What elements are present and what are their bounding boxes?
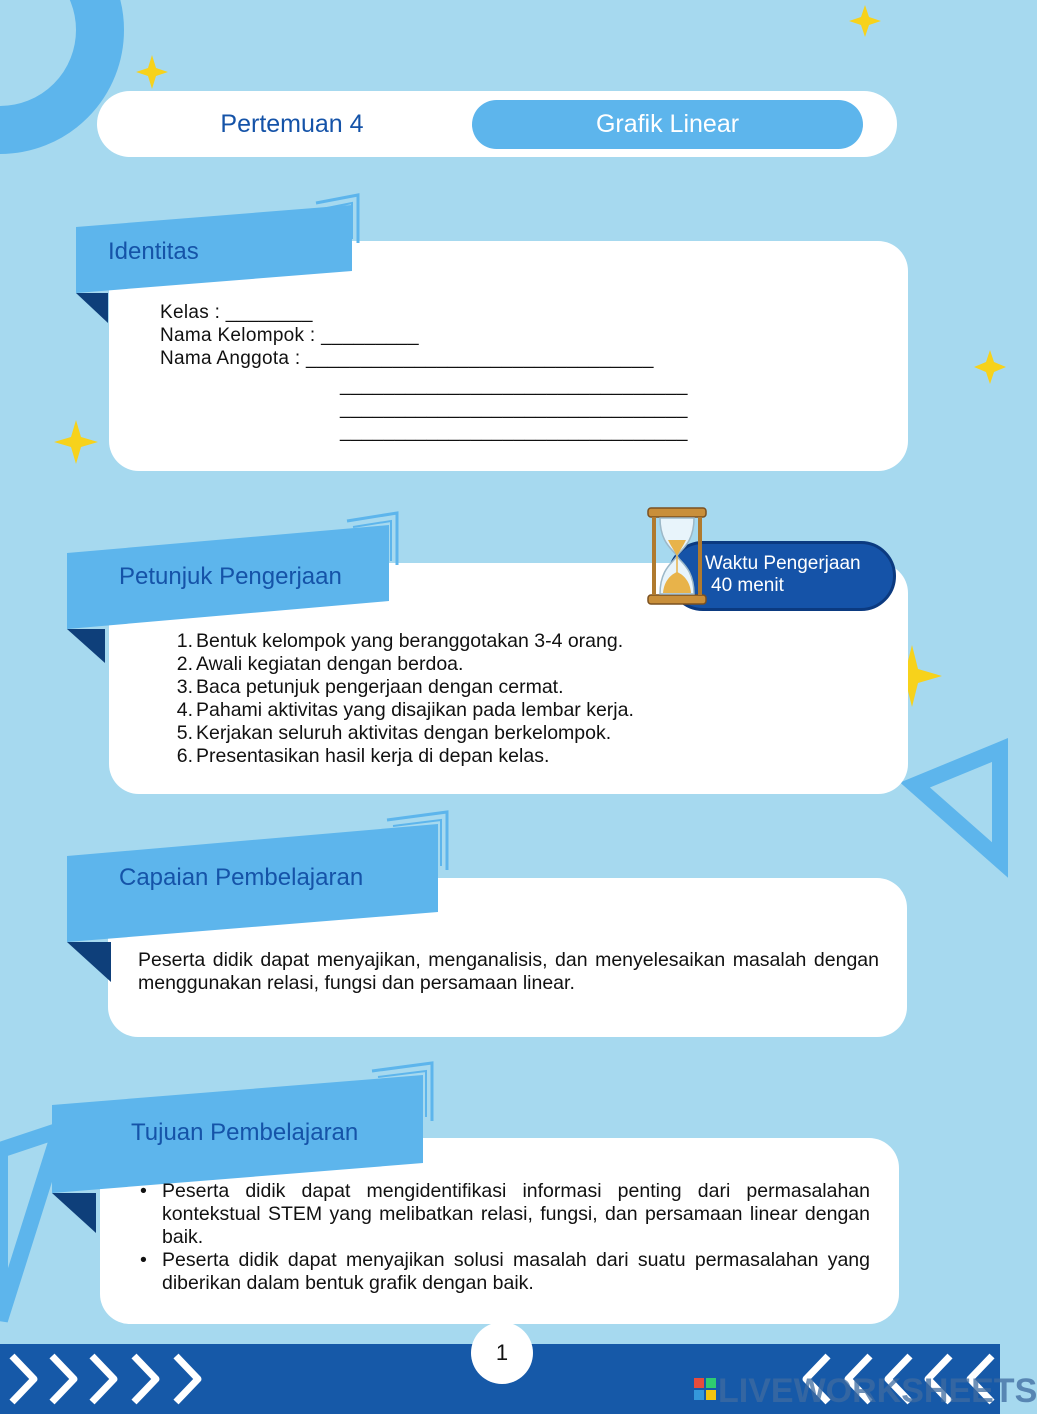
kelas-field[interactable]: Kelas : ________ bbox=[160, 302, 313, 323]
list-item bbox=[140, 1249, 870, 1295]
step-text: Awali kegiatan dengan berdoa. bbox=[196, 653, 464, 675]
liveworksheets-logo-icon bbox=[694, 1378, 716, 1400]
step-number: 6. bbox=[176, 745, 193, 767]
chevron-right-icon bbox=[176, 1356, 198, 1402]
time-label: Waktu Pengerjaan bbox=[705, 553, 861, 574]
list-item bbox=[171, 653, 634, 676]
chevron-right-icon bbox=[52, 1356, 74, 1402]
objectives-heading: Tujuan Pembelajaran bbox=[131, 1119, 359, 1146]
anggota-blank-line[interactable]: ________________________________ bbox=[340, 398, 688, 419]
step-text: Presentasikan hasil kerja di depan kelas. bbox=[196, 745, 550, 767]
step-number: 5. bbox=[176, 722, 193, 744]
step-number: 4. bbox=[176, 699, 193, 721]
star-icon bbox=[974, 350, 1006, 384]
identity-heading-wrap bbox=[108, 238, 199, 266]
triangle-outline-right bbox=[915, 750, 1000, 860]
list-item bbox=[171, 676, 634, 699]
chevron-right-icon bbox=[12, 1356, 34, 1402]
anggota-blank-line[interactable]: ________________________________ bbox=[340, 421, 688, 442]
bullet-icon: • bbox=[140, 1180, 147, 1202]
star-icon bbox=[54, 420, 98, 464]
instructions-list bbox=[171, 630, 634, 768]
chevron-right-icon bbox=[92, 1356, 114, 1402]
outcomes-text: Peserta didik dapat menyajikan, menganalisis, dan menyelesaikan masalah dengan menggunakan relasi, fungsi dan persamaan linear. bbox=[138, 949, 879, 994]
outcomes-heading-wrap bbox=[119, 864, 363, 892]
arc-shape bbox=[0, 0, 100, 130]
meeting-label: Pertemuan 4 bbox=[220, 109, 364, 138]
bullet-icon: • bbox=[140, 1249, 147, 1271]
triangle-outline-left bbox=[0, 1130, 60, 1320]
step-number: 1. bbox=[176, 630, 193, 652]
list-item bbox=[171, 722, 634, 745]
list-item bbox=[140, 1180, 870, 1249]
objectives-list bbox=[140, 1180, 870, 1295]
kelompok-field[interactable]: Nama Kelompok : _________ bbox=[160, 325, 419, 346]
time-value: 40 menit bbox=[711, 575, 784, 596]
star-icon bbox=[849, 5, 881, 37]
watermark-text: LIVEWORKSHEETS bbox=[718, 1372, 1037, 1410]
time-text bbox=[705, 553, 861, 597]
anggota-blank-line[interactable]: ________________________________ bbox=[340, 375, 688, 396]
chevron-right-icon bbox=[134, 1356, 156, 1402]
objectives-heading-wrap bbox=[131, 1119, 358, 1147]
step-text: Kerjakan seluruh aktivitas dengan berkelompok. bbox=[196, 722, 612, 744]
page-number: 1 bbox=[471, 1322, 533, 1384]
list-item bbox=[171, 745, 634, 768]
list-item bbox=[171, 630, 634, 653]
anggota-field[interactable]: Nama Anggota : ________________________________ bbox=[160, 348, 654, 369]
step-text: Pahami aktivitas yang disajikan pada lembar kerja. bbox=[196, 699, 634, 721]
topic-label: Grafik Linear bbox=[472, 100, 863, 149]
step-number: 3. bbox=[176, 676, 193, 698]
star-icon bbox=[136, 55, 168, 89]
objective-text: Peserta didik dapat menyajikan solusi masalah dari suatu permasalahan yang diberikan dalam bentuk grafik dengan baik. bbox=[162, 1249, 870, 1294]
step-text: Baca petunjuk pengerjaan dengan cermat. bbox=[196, 676, 564, 698]
step-text: Bentuk kelompok yang beranggotakan 3-4 orang. bbox=[196, 630, 624, 652]
outcomes-heading: Capaian Pembelajaran bbox=[119, 864, 364, 891]
identity-heading: Identitas bbox=[108, 238, 199, 265]
instructions-heading: Petunjuk Pengerjaan bbox=[119, 563, 342, 590]
instructions-heading-wrap bbox=[119, 563, 342, 591]
hourglass-icon bbox=[646, 506, 708, 606]
step-number: 2. bbox=[176, 653, 193, 675]
objective-text: Peserta didik dapat mengidentifikasi informasi penting dari permasalahan kontekstual STEM yang melibatkan relasi, fungsi, dan persamaan linear dengan baik. bbox=[162, 1180, 870, 1248]
list-item bbox=[171, 699, 634, 722]
